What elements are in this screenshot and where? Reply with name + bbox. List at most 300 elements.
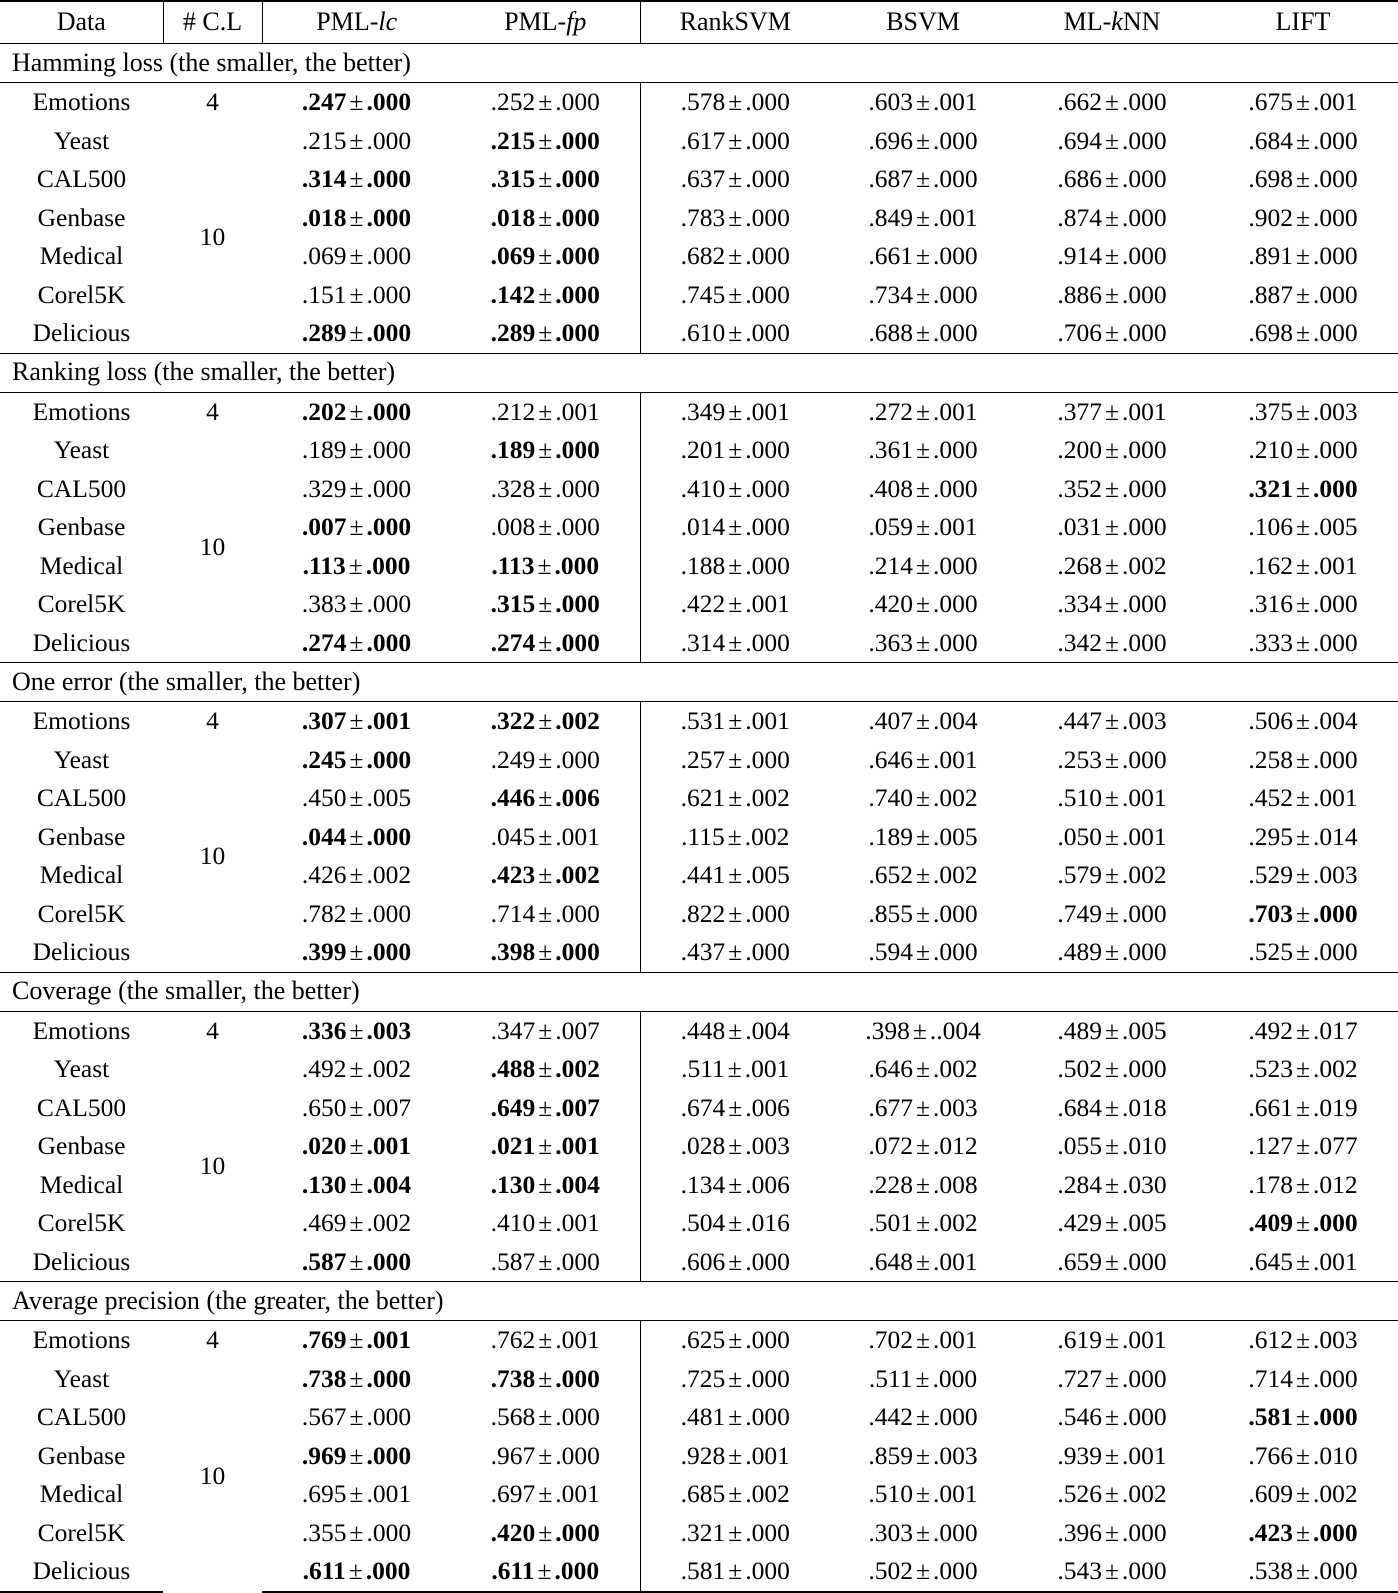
metric-cell-bsvm — [830, 1552, 1016, 1592]
metric-cell-bsvm — [830, 547, 1016, 586]
metric-cell-mlknn — [1016, 160, 1208, 199]
dataset-name-cell: Genbase — [37, 512, 126, 542]
metric-value: .021 ± .001 — [490, 1131, 600, 1161]
metric-cell-lift — [1208, 1552, 1398, 1592]
metric-value: .578 ± .000 — [680, 87, 790, 117]
metric-value: .939 ± .001 — [1057, 1440, 1167, 1470]
metric-value: .106 ± .005 — [1248, 512, 1358, 542]
metric-value: .914 ± .000 — [1057, 241, 1167, 271]
metric-cell-pmllc — [262, 160, 451, 199]
metric-cell-ranksvm — [640, 237, 830, 276]
metric-cell-ranksvm — [640, 83, 830, 122]
metric-value: .162 ± .001 — [1248, 550, 1358, 580]
dataset-name-cell: Yeast — [53, 1363, 110, 1393]
metric-cell-lift — [1208, 779, 1398, 818]
dataset-name-cell: Corel5K — [37, 1517, 126, 1547]
metric-value: .399 ± .000 — [301, 937, 412, 967]
metric-cell-lift — [1208, 1011, 1398, 1050]
metric-value: .625 ± .000 — [680, 1325, 790, 1355]
dataset-name-cell: Genbase — [37, 1440, 126, 1470]
metric-cell-pmlfp — [451, 1475, 640, 1514]
metric-cell-lift — [1208, 1514, 1398, 1553]
metric-cell-ranksvm — [640, 1514, 830, 1553]
metric-value: .902 ± .000 — [1248, 202, 1358, 232]
metric-cell-bsvm — [830, 779, 1016, 818]
metric-value: .677 ± .003 — [868, 1092, 978, 1122]
metric-value: .189 ± .000 — [301, 435, 412, 465]
metric-value: .714 ± .000 — [1248, 1363, 1358, 1393]
metric-cell-pmlfp — [451, 160, 640, 199]
metric-value: .674 ± .006 — [680, 1092, 790, 1122]
dataset-name-cell: Corel5K — [37, 898, 126, 928]
metric-cell-bsvm — [830, 160, 1016, 199]
metric-value: .606 ± .000 — [680, 1246, 790, 1276]
metric-value: .274 ± .000 — [490, 627, 600, 657]
metric-cell-bsvm — [830, 83, 1016, 122]
metric-value: .510 ± .001 — [868, 1479, 978, 1509]
section-caption-row — [0, 663, 1398, 702]
metric-value: .738 ± .000 — [490, 1363, 600, 1393]
metric-value: .252 ± .000 — [490, 87, 600, 117]
metric-cell-pmllc — [262, 1089, 451, 1128]
metric-value: .506 ± .004 — [1248, 706, 1358, 736]
metric-cell-bsvm — [830, 1166, 1016, 1205]
metric-cell-lift — [1208, 1321, 1398, 1360]
metric-value: .684 ± .018 — [1057, 1092, 1167, 1122]
metric-value: .437 ± .000 — [680, 937, 790, 967]
metric-value: .363 ± .000 — [868, 627, 978, 657]
section-caption-row — [0, 353, 1398, 392]
metric-value: .375 ± .003 — [1248, 396, 1358, 426]
metric-cell-pmlfp — [451, 856, 640, 895]
metric-value: .855 ± .000 — [868, 898, 978, 928]
metric-cell-mlknn — [1016, 1011, 1208, 1050]
metric-cell-pmlfp — [451, 1514, 640, 1553]
metric-cell-ranksvm — [640, 122, 830, 161]
metric-cell-ranksvm — [640, 1127, 830, 1166]
metric-value: .594 ± .000 — [868, 937, 978, 967]
metric-cell-mlknn — [1016, 1166, 1208, 1205]
metric-value: .969 ± .000 — [301, 1440, 412, 1470]
metric-value: .504 ± .016 — [680, 1208, 790, 1238]
metric-value: .714 ± .000 — [490, 898, 600, 928]
metric-value: .423 ± .002 — [490, 860, 600, 890]
metric-value: .441 ± .005 — [680, 860, 790, 890]
metric-cell-pmlfp — [451, 1089, 640, 1128]
column-header-lift — [1208, 1, 1398, 44]
metric-value: .675 ± .001 — [1248, 87, 1358, 117]
col-header-text: LIFT — [1275, 7, 1331, 37]
metric-cell-pmllc — [262, 895, 451, 934]
dataset-name-cell: Medical — [39, 550, 124, 580]
metric-value: .481 ± .000 — [680, 1402, 790, 1432]
metric-value: .652 ± .002 — [868, 860, 978, 890]
metric-cell-lift — [1208, 1360, 1398, 1399]
dataset-name-cell: Genbase — [37, 821, 126, 851]
dataset-name-cell: Delicious — [32, 937, 131, 967]
metric-value: .426 ± .002 — [301, 860, 412, 890]
metric-value: .610 ± .000 — [680, 318, 790, 348]
metric-cell-lift — [1208, 1437, 1398, 1476]
metric-value: .526 ± .002 — [1057, 1479, 1167, 1509]
metric-cell-pmllc — [262, 779, 451, 818]
metric-cell-ranksvm — [640, 856, 830, 895]
metric-cell-pmllc — [262, 856, 451, 895]
metric-value: .303 ± .000 — [868, 1517, 978, 1547]
metric-cell-ranksvm — [640, 624, 830, 663]
metric-cell-pmlfp — [451, 624, 640, 663]
metric-value: .696 ± .000 — [868, 125, 978, 155]
metric-cell-pmlfp — [451, 470, 640, 509]
metric-value: .489 ± .005 — [1057, 1015, 1167, 1045]
metric-value: .525 ± .000 — [1248, 937, 1358, 967]
metric-value: .028 ± .003 — [680, 1131, 790, 1161]
metric-cell-bsvm — [830, 1475, 1016, 1514]
metric-cell-lift — [1208, 1243, 1398, 1282]
metric-value: .511 ± .001 — [681, 1054, 790, 1084]
dataset-name-cell: Yeast — [53, 744, 110, 774]
metric-value: .020 ± .001 — [301, 1131, 412, 1161]
metric-cell-mlknn — [1016, 1552, 1208, 1592]
metric-cell-pmlfp — [451, 508, 640, 547]
metric-cell-mlknn — [1016, 431, 1208, 470]
metric-value: .698 ± .000 — [1248, 164, 1358, 194]
metric-cell-ranksvm — [640, 1166, 830, 1205]
metric-cell-mlknn — [1016, 895, 1208, 934]
metric-value: .659 ± .000 — [1057, 1246, 1167, 1276]
metric-cell-pmllc — [262, 122, 451, 161]
metric-cell-lift — [1208, 1204, 1398, 1243]
metric-value: .581 ± .000 — [1248, 1402, 1358, 1432]
metric-value: .447 ± .003 — [1057, 706, 1167, 736]
metric-cell-pmllc — [262, 585, 451, 624]
metric-cell-bsvm — [830, 431, 1016, 470]
metric-cell-pmllc — [262, 470, 451, 509]
metric-cell-pmlfp — [451, 431, 640, 470]
metric-value: .274 ± .000 — [301, 627, 412, 657]
section-caption: Coverage (the smaller, the better) — [0, 972, 1398, 1011]
dataset-name-cell: Medical — [39, 1479, 124, 1509]
column-header-pmlfp — [451, 1, 640, 44]
metric-cell-pmlfp — [451, 392, 640, 431]
metric-value: .502 ± .000 — [1057, 1054, 1167, 1084]
metric-cell-pmllc — [262, 818, 451, 857]
metric-cell-lift — [1208, 624, 1398, 663]
metric-cell-pmllc — [262, 1127, 451, 1166]
metric-cell-lift — [1208, 470, 1398, 509]
metric-value: .407 ± .004 — [868, 706, 978, 736]
metric-value: .523 ± .002 — [1248, 1054, 1358, 1084]
metric-cell-lift — [1208, 83, 1398, 122]
metric-cell-lift — [1208, 895, 1398, 934]
metric-cell-pmlfp — [451, 237, 640, 276]
metric-value: .059 ± .001 — [868, 512, 978, 542]
metric-cell-pmlfp — [451, 199, 640, 238]
metric-value: .531 ± .001 — [680, 706, 790, 736]
metric-value: .501 ± .002 — [868, 1208, 978, 1238]
metric-cell-ranksvm — [640, 779, 830, 818]
metric-value: .321 ± .000 — [1248, 473, 1358, 503]
dataset-name-cell: Delicious — [0, 1552, 163, 1592]
metric-cell-lift — [1208, 585, 1398, 624]
table-row — [0, 1050, 1398, 1089]
metric-value: .408 ± .000 — [868, 473, 978, 503]
metric-value: .762 ± .001 — [490, 1325, 600, 1355]
metric-value: .538 ± .000 — [1248, 1556, 1358, 1586]
metric-value: .874 ± .000 — [1057, 202, 1167, 232]
metric-value: .316 ± .000 — [1248, 589, 1358, 619]
metric-value: .511 ± .000 — [868, 1363, 978, 1393]
metric-cell-pmllc — [262, 702, 451, 741]
metric-cell-pmlfp — [451, 314, 640, 353]
metric-value: .687 ± .000 — [868, 164, 978, 194]
metric-cell-bsvm — [830, 199, 1016, 238]
metric-cell-pmlfp — [451, 818, 640, 857]
metric-cell-ranksvm — [640, 276, 830, 315]
metric-value: .349 ± .001 — [680, 396, 790, 426]
metric-cell-lift — [1208, 276, 1398, 315]
metric-value: .928 ± .001 — [680, 1440, 790, 1470]
metric-value: .214 ± .000 — [868, 550, 978, 580]
table-row — [0, 83, 1398, 122]
metric-value: .448 ± .004 — [680, 1015, 790, 1045]
metric-value: .307 ± .001 — [301, 706, 412, 736]
metric-value: .215 ± .000 — [490, 125, 600, 155]
metric-value: .322 ± .002 — [490, 706, 600, 736]
metric-cell-pmllc — [262, 199, 451, 238]
metric-cell-pmlfp — [451, 1552, 640, 1592]
metric-cell-mlknn — [1016, 856, 1208, 895]
metric-cell-ranksvm — [640, 314, 830, 353]
metric-value: .488 ± .002 — [490, 1054, 600, 1084]
metric-value: .336 ± .003 — [301, 1015, 412, 1045]
metric-cell-lift — [1208, 933, 1398, 972]
dataset-name-cell: Corel5K — [37, 279, 126, 309]
metric-value: .249 ± .000 — [490, 744, 600, 774]
metric-value: .383 ± .000 — [301, 589, 412, 619]
metric-cell-mlknn — [1016, 779, 1208, 818]
metric-cell-mlknn — [1016, 1243, 1208, 1282]
metric-cell-lift — [1208, 1127, 1398, 1166]
class-label-count-cell: 4 — [163, 392, 262, 431]
metric-value: .377 ± .001 — [1057, 396, 1167, 426]
metric-value: .031 ± .000 — [1057, 512, 1167, 542]
metric-value: .069 ± .000 — [301, 241, 412, 271]
metric-cell-ranksvm — [640, 431, 830, 470]
metric-cell-pmlfp — [451, 1437, 640, 1476]
metric-cell-mlknn — [1016, 1050, 1208, 1089]
metric-value: .409 ± .000 — [1248, 1208, 1358, 1238]
column-header-data — [0, 1, 163, 44]
metric-cell-pmllc — [262, 276, 451, 315]
metric-cell-ranksvm — [640, 547, 830, 586]
metric-value: .113 ± .000 — [302, 550, 411, 580]
metric-value: .661 ± .019 — [1248, 1092, 1358, 1122]
metric-value: .452 ± .001 — [1248, 783, 1358, 813]
metric-value: .212 ± .001 — [490, 396, 600, 426]
metric-value: .662 ± .000 — [1057, 87, 1167, 117]
metric-cell-ranksvm — [640, 1437, 830, 1476]
metric-value: .210 ± .000 — [1248, 435, 1358, 465]
metric-cell-ranksvm — [640, 585, 830, 624]
metric-cell-bsvm — [830, 1514, 1016, 1553]
metric-cell-bsvm — [830, 508, 1016, 547]
class-label-count-cell: 10 — [199, 1150, 226, 1180]
metric-value: .247 ± .000 — [301, 87, 412, 117]
metric-cell-pmllc — [262, 1552, 451, 1592]
metric-value: .178 ± .012 — [1248, 1169, 1358, 1199]
dataset-name-cell: Delicious — [32, 1246, 131, 1276]
metric-value: .422 ± .001 — [680, 589, 790, 619]
section-caption: Hamming loss (the smaller, the better) — [0, 44, 1398, 83]
dataset-name-cell: Delicious — [32, 627, 131, 657]
dataset-name-cell: CAL500 — [36, 1402, 127, 1432]
metric-value: .423 ± .000 — [1248, 1517, 1358, 1547]
metric-value: .725 ± .000 — [680, 1363, 790, 1393]
metric-value: .822 ± .000 — [680, 898, 790, 928]
dataset-name-cell: Emotions — [0, 83, 163, 122]
metric-cell-mlknn — [1016, 1398, 1208, 1437]
metric-cell-ranksvm — [640, 818, 830, 857]
metric-value: .295 ± .014 — [1248, 821, 1358, 851]
metric-cell-lift — [1208, 1398, 1398, 1437]
metric-value: .055 ± .010 — [1057, 1131, 1167, 1161]
metric-cell-mlknn — [1016, 741, 1208, 780]
dataset-name-cell: Corel5K — [37, 589, 126, 619]
metric-cell-bsvm — [830, 818, 1016, 857]
metric-cell-lift — [1208, 1050, 1398, 1089]
metric-cell-lift — [1208, 122, 1398, 161]
metric-value: .749 ± .000 — [1057, 898, 1167, 928]
metric-cell-mlknn — [1016, 122, 1208, 161]
metric-value: .579 ± .002 — [1057, 860, 1167, 890]
metric-value: .333 ± .000 — [1248, 627, 1358, 657]
metric-value: .502 ± .000 — [868, 1556, 978, 1586]
metric-value: .130 ± .004 — [301, 1169, 412, 1199]
class-label-count-cell: 10 — [199, 841, 226, 870]
metric-value: .702 ± .001 — [868, 1325, 978, 1355]
metric-value: .442 ± .000 — [868, 1402, 978, 1432]
metric-value: .694 ± .000 — [1057, 125, 1167, 155]
metric-value: .396 ± .000 — [1057, 1517, 1167, 1547]
metric-cell-pmlfp — [451, 779, 640, 818]
metric-cell-lift — [1208, 547, 1398, 586]
metric-value: .617 ± .000 — [680, 125, 790, 155]
metric-cell-pmlfp — [451, 122, 640, 161]
metric-value: .581 ± .000 — [680, 1556, 790, 1586]
metric-cell-pmlfp — [451, 83, 640, 122]
metric-cell-lift — [1208, 1475, 1398, 1514]
col-header-text: Data — [56, 7, 106, 37]
metric-cell-bsvm — [830, 392, 1016, 431]
metric-value: .492 ± .002 — [301, 1054, 412, 1084]
metric-value: .697 ± .001 — [490, 1479, 600, 1509]
metric-value: .008 ± .000 — [490, 512, 600, 542]
metric-cell-bsvm — [830, 585, 1016, 624]
dataset-name-cell: Corel5K — [37, 1208, 126, 1238]
metric-value: .201 ± .000 — [680, 435, 790, 465]
metric-value: .446 ± .006 — [490, 783, 600, 813]
metric-cell-bsvm — [830, 1050, 1016, 1089]
metric-cell-bsvm — [830, 1204, 1016, 1243]
metric-cell-mlknn — [1016, 933, 1208, 972]
column-header-mlknn — [1016, 1, 1208, 44]
metric-cell-pmllc — [262, 1166, 451, 1205]
metric-cell-pmllc — [262, 314, 451, 353]
metric-cell-pmlfp — [451, 1360, 640, 1399]
metric-value: .429 ± .005 — [1057, 1208, 1167, 1238]
metric-value: .637 ± .000 — [680, 164, 790, 194]
metric-cell-ranksvm — [640, 741, 830, 780]
metric-cell-pmllc — [262, 431, 451, 470]
metric-cell-ranksvm — [640, 1243, 830, 1282]
metric-cell-bsvm — [830, 314, 1016, 353]
metric-cell-pmllc — [262, 1050, 451, 1089]
metric-cell-pmllc — [262, 1321, 451, 1360]
metric-cell-ranksvm — [640, 1204, 830, 1243]
metric-cell-mlknn — [1016, 237, 1208, 276]
metric-cell-lift — [1208, 818, 1398, 857]
metric-value: .398 ± .000 — [490, 937, 600, 967]
metric-value: .113 ± .000 — [491, 550, 600, 580]
class-label-count-cell: 4 — [163, 1011, 262, 1050]
section-caption-row — [0, 1282, 1398, 1321]
metric-value: .315 ± .000 — [490, 589, 600, 619]
metric-cell-pmlfp — [451, 933, 640, 972]
dataset-name-cell: Emotions — [0, 392, 163, 431]
metric-cell-bsvm — [830, 1398, 1016, 1437]
metric-cell-lift — [1208, 237, 1398, 276]
table-row — [0, 1011, 1398, 1050]
metric-value: .228 ± .008 — [868, 1169, 978, 1199]
metric-value: .069 ± .000 — [490, 241, 600, 271]
metric-value: .329 ± .000 — [301, 473, 412, 503]
metric-value: .314 ± .000 — [680, 627, 790, 657]
metric-value: .685 ± .002 — [680, 1479, 790, 1509]
metric-value: .609 ± .002 — [1248, 1479, 1358, 1509]
metric-value: .650 ± .007 — [301, 1092, 412, 1122]
metric-value: .284 ± .030 — [1057, 1169, 1167, 1199]
dataset-name-cell: Genbase — [37, 1131, 126, 1161]
metric-value: .328 ± .000 — [490, 473, 600, 503]
metric-cell-pmllc — [262, 624, 451, 663]
dataset-name-cell: Emotions — [0, 702, 163, 741]
metric-cell-ranksvm — [640, 933, 830, 972]
table-row — [0, 392, 1398, 431]
class-label-count-cell: 4 — [163, 1321, 262, 1360]
metric-value: .686 ± .000 — [1057, 164, 1167, 194]
metric-value: .072 ± .012 — [868, 1131, 978, 1161]
metric-cell-mlknn — [1016, 1475, 1208, 1514]
metric-cell-bsvm — [830, 856, 1016, 895]
metric-cell-mlknn — [1016, 585, 1208, 624]
metric-cell-mlknn — [1016, 314, 1208, 353]
metric-value: .410 ± .001 — [490, 1208, 600, 1238]
metric-value: .007 ± .000 — [301, 512, 412, 542]
metric-cell-ranksvm — [640, 392, 830, 431]
metric-cell-pmllc — [262, 741, 451, 780]
metric-value: .619 ± .001 — [1057, 1325, 1167, 1355]
metric-cell-lift — [1208, 1166, 1398, 1205]
section-caption: Average precision (the greater, the better) — [0, 1282, 1398, 1321]
metric-cell-ranksvm — [640, 1398, 830, 1437]
metric-cell-bsvm — [830, 702, 1016, 741]
dataset-name-cell: Medical — [39, 860, 124, 890]
metric-value: .127 ± .077 — [1248, 1131, 1358, 1161]
metric-cell-ranksvm — [640, 508, 830, 547]
col-header-text: RankSVM — [679, 7, 791, 37]
class-label-count-cell: 10 — [199, 531, 226, 561]
